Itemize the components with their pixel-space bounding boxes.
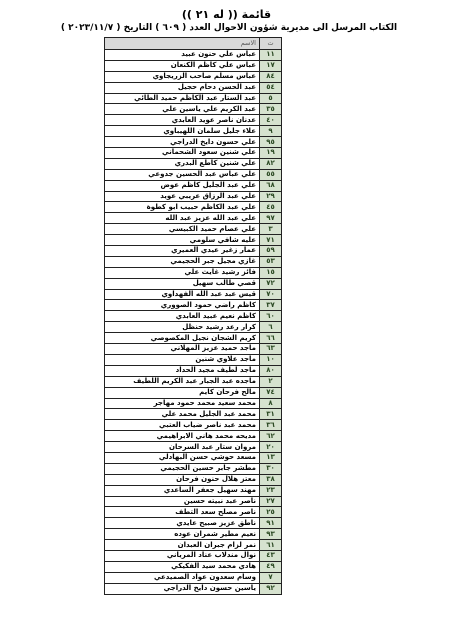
row-name: ماجد علاوي شنين [105,354,260,365]
row-name: نعيم مطير شمران عوده [105,529,260,540]
table-row [105,300,282,311]
table-row [105,409,282,420]
row-number: ٢٠ [260,442,282,453]
row-number: ٣٧ [260,300,282,311]
table-row [105,235,282,246]
row-number: ٣٠ [260,463,282,474]
table-header-row [105,38,282,50]
row-number: ٦١ [260,540,282,551]
table-row [105,540,282,551]
row-name: كرار رعد رشيد حنظل [105,322,260,333]
row-number: ٩٧ [260,213,282,224]
document-subtitle: الكتاب المرسل الى مديرية شؤون الاحوال العدد ( ٦٠٩ ) التاريخ ( ٢٠٢٣/١١/٧ ) [60,23,398,33]
table-row [105,431,282,442]
row-name: علي شنين كاطع البدري [105,158,260,169]
table-row [105,452,282,463]
table-row [105,354,282,365]
row-number: ٦٣ [260,344,282,355]
row-name: ياسين حسون دايخ الدراجي [105,583,260,594]
table-row [105,507,282,518]
table-row [105,322,282,333]
row-number: ٤٩ [260,561,282,572]
row-number: ٥ [260,93,282,104]
table-row [105,191,282,202]
header-number: ت [260,38,282,50]
row-number: ١٠ [260,354,282,365]
table-row [105,71,282,82]
table-row [105,126,282,137]
row-name: ماجده عبد الجبار عبد الكريم اللطيف [105,376,260,387]
table-row [105,137,282,148]
row-number: ٩٣ [260,529,282,540]
row-name: مهند سهيل جعفر الساعدي [105,485,260,496]
row-number: ٢ [260,376,282,387]
table-row [105,561,282,572]
row-number: ٦٦ [260,333,282,344]
row-number: ٦٢ [260,431,282,442]
row-name: عدنان ناصر عويد العابدي [105,115,260,126]
row-number: ٧ [260,572,282,583]
table-row [105,311,282,322]
row-number: ٨٤ [260,71,282,82]
table-row [105,333,282,344]
table-row [105,202,282,213]
row-name: عباس علي حنون عبيد [105,50,260,61]
row-name: كاظم نعيم عبيد العابدي [105,311,260,322]
table-row [105,365,282,376]
header-name: الاسم [105,38,260,50]
row-name: قصي طالب سهيل [105,278,260,289]
table-row [105,572,282,583]
row-name: علي عباس عبد الحسين جدوعي [105,169,260,180]
table-row [105,442,282,453]
row-name: مروان ستار عبد السرحان [105,442,260,453]
row-number: ٧١ [260,235,282,246]
table-row [105,278,282,289]
row-name: نمر لزام جبران العبدان [105,540,260,551]
table-row [105,583,282,594]
row-name: كاظم راضي حمود الصووري [105,300,260,311]
table-row [105,463,282,474]
row-name: عبد الكريم علي ياسين علي [105,104,260,115]
row-name: مالح فرحان كايم [105,387,260,398]
row-number: ١٧ [260,60,282,71]
row-number: ١١ [260,50,282,61]
row-name: ماجد حميد عزيز المهلاني [105,344,260,355]
row-name: علي عبد الله عزيز عبد الله [105,213,260,224]
row-name: علي عبد الرزاق عريبي عويد [105,191,260,202]
row-number: ٣٥ [260,104,282,115]
row-name: علاء جليل سلمان اللهيباوي [105,126,260,137]
row-number: ١٩ [260,148,282,159]
row-name: عباس مسلم صاحب الزريجاوي [105,71,260,82]
row-number: ١٥ [260,267,282,278]
row-number: ٢٥ [260,507,282,518]
row-name: ناطق عزيز صبيح عايدي [105,518,260,529]
table-row [105,518,282,529]
row-name: ناصر مصلح سعد التطف [105,507,260,518]
row-name: نوال مندلاب عناد المرياني [105,550,260,561]
table-row [105,224,282,235]
table-row [105,213,282,224]
row-number: ٤٣ [260,550,282,561]
table-row [105,289,282,300]
row-number: ٥٤ [260,82,282,93]
row-number: ٢٩ [260,191,282,202]
row-number: ٩ [260,126,282,137]
table-row [105,474,282,485]
row-name: معتز هلال حنون فرحان [105,474,260,485]
row-number: ١٣ [260,452,282,463]
row-number: ٣٨ [260,474,282,485]
row-number: ٧٢ [260,278,282,289]
row-name: وسام سعدون عواد الصميدعي [105,572,260,583]
row-number: ٩٥ [260,137,282,148]
row-name: عبد الحسن دحام حجيل [105,82,260,93]
row-number: ٨ [260,398,282,409]
row-number: ٤٠ [260,115,282,126]
table-row [105,344,282,355]
row-number: ٨٢ [260,158,282,169]
row-name: فائز رشيد غايث علي [105,267,260,278]
row-number: ٩٢ [260,583,282,594]
row-name: ماجد لطيف مجيد الحداد [105,365,260,376]
row-name: عبد الستار عبد الكاظم حميد الطائي [105,93,260,104]
table-row [105,169,282,180]
row-number: ٥٣ [260,256,282,267]
row-number: ٦٠ [260,311,282,322]
row-name: غازي مجيل جبر الحجيمي [105,256,260,267]
table-row [105,82,282,93]
row-number: ٦ [260,322,282,333]
row-name: عباس علي كاظم الكنعان [105,60,260,71]
table-row [105,496,282,507]
table-row [105,158,282,169]
table-row [105,485,282,496]
table-row [105,420,282,431]
row-name: علي شنين سعود الشحماني [105,148,260,159]
row-name: عليه شافي سلومي [105,235,260,246]
row-number: ٤٥ [260,202,282,213]
document-title: قائمة (( له ٢١ )) [181,8,272,21]
table-row [105,246,282,257]
table-row [105,104,282,115]
table-row [105,387,282,398]
row-name: مطشر جابر حسين الحجيمي [105,463,260,474]
table-row [105,267,282,278]
row-name: محمد عبد الجليل محمد علي [105,409,260,420]
row-number: ٩١ [260,518,282,529]
row-name: علي عصام حميد الكبيسي [105,224,260,235]
table-row [105,398,282,409]
row-name: علي عبد الكاظم حبيب ابو كطوة [105,202,260,213]
row-name: علي حسون دايخ الدراجي [105,137,260,148]
table-row [105,93,282,104]
row-name: هادي محمد سيد الفكيكي [105,561,260,572]
row-number: ٨٠ [260,365,282,376]
row-name: محمد سعيد محمد حمود مهاجر [105,398,260,409]
table-row [105,50,282,61]
names-table [104,37,282,595]
row-number: ٣٦ [260,420,282,431]
table-body [105,50,282,595]
table-row [105,376,282,387]
table-row [105,529,282,540]
row-name: محمد عبد ناصر ضياب العتبي [105,420,260,431]
table-row [105,60,282,71]
table-row [105,550,282,561]
table-row [105,180,282,191]
row-name: علي عبد الجليل كاظم عوض [105,180,260,191]
row-number: ٦٨ [260,180,282,191]
row-name: مسعد حوشي حسن البهادلي [105,452,260,463]
row-number: ٢٣ [260,485,282,496]
row-number: ٣١ [260,409,282,420]
row-number: ٣ [260,224,282,235]
row-number: ٧٤ [260,387,282,398]
table-row [105,256,282,267]
row-number: ٥٩ [260,246,282,257]
table-row [105,148,282,159]
row-number: ٥٥ [260,169,282,180]
row-name: مديحه محمد هاني الابراهيمي [105,431,260,442]
row-name: كريم الشجان نجيل المكصوصي [105,333,260,344]
row-number: ٢٧ [260,496,282,507]
row-name: ناصر عبد نبيته حسين [105,496,260,507]
row-number: ٧٠ [260,289,282,300]
row-name: عمار زغير عيدي العميري [105,246,260,257]
table-row [105,115,282,126]
row-name: قيس عبد عبد الله الفهداوي [105,289,260,300]
